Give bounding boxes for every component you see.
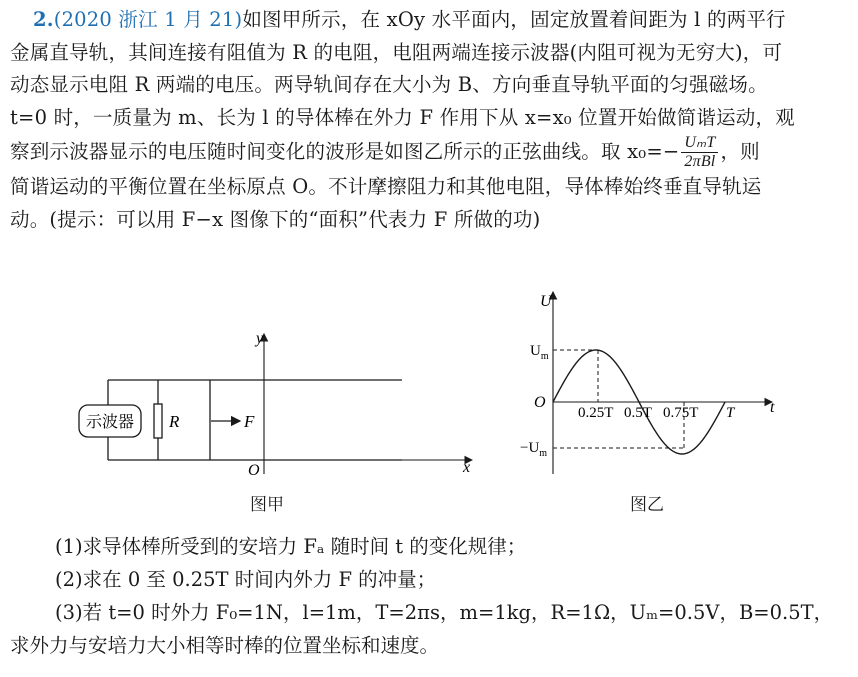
fraction-numerator: UₘT	[681, 134, 718, 153]
problem-line-1	[10, 4, 850, 37]
t-axis-label: t	[770, 399, 775, 416]
problem-line-7: 动。(提示：可以用 F−x 图像下的“面积”代表力 F 所做的功)	[10, 207, 541, 231]
force-label: F	[244, 412, 255, 431]
tick-0.5T: 0.5T	[624, 405, 652, 421]
problem-text-5: 察到示波器显示的电压随时间变化的波形是如图乙所示的正弦曲线。取 x₀=−	[10, 140, 680, 164]
problem-line-3: 动态显示电阻 R 两端的电压。两导轨间存在大小为 B、方向垂直导轨平面的匀强磁场。	[10, 73, 768, 97]
problem-statement	[10, 4, 850, 237]
origin-label: O	[248, 462, 260, 479]
origin-label-b: O	[534, 394, 546, 411]
problem-line-5	[10, 134, 850, 171]
x0-fraction	[681, 134, 718, 171]
problem-line-6: 简谐运动的平衡位置在坐标原点 O。不计摩擦阻力和其他电阻，导体棒始终垂直导轨运	[10, 175, 762, 199]
um-neg-label: $-U_m$	[520, 440, 548, 459]
tick-0.75T: 0.75T	[663, 405, 699, 421]
question-3: (3)若 t=0 时外力 F₀=1N，l=1m，T=2πs，m=1kg，R=1Ω，Uₘ=0.5V，B=0.5T，	[55, 601, 834, 624]
figure-b-caption: 图乙	[630, 495, 664, 515]
tick-T: T	[726, 405, 735, 421]
problem-text-1: 如图甲所示，在 xOy 水平面内，固定放置着间距为 l 的两平行	[242, 8, 786, 31]
problem-number: 2.	[33, 8, 54, 31]
tick-0.25T: 0.25T	[578, 405, 614, 421]
problem-line-2: 金属直导轨，其间连接有阻值为 R 的电阻，电阻两端连接示波器(内阻可视为无穷大)，可	[10, 40, 783, 64]
problem-text-5b: ，则	[720, 140, 760, 164]
y-axis-label: y	[256, 330, 264, 347]
problem-source: (2020 浙江 1 月 21)	[53, 8, 243, 31]
figure-a-circuit	[70, 322, 480, 482]
question-3-cont: 求外力与安培力大小相等时棒的位置坐标和速度。	[10, 634, 440, 657]
question-1: (1)求导体棒所受到的安培力 Fₐ 随时间 t 的变化规律；	[55, 535, 527, 558]
problem-line-4: t=0 时，一质量为 m、长为 l 的导体棒在外力 F 作用下从 x=x₀ 位置开始做简谐运动，观	[10, 105, 795, 129]
resistor-label: R	[169, 412, 180, 431]
figure-b-waveform	[500, 284, 800, 484]
question-2: (2)求在 0 至 0.25T 时间内外力 F 的冲量；	[55, 568, 437, 591]
figure-a-caption: 图甲	[250, 495, 284, 515]
fraction-denominator: 2πBl	[684, 153, 716, 171]
u-axis-label: U	[540, 293, 552, 310]
um-pos-label: $U_m$	[530, 343, 549, 362]
x-axis-label: x	[463, 459, 471, 476]
resistor	[154, 404, 162, 438]
oscilloscope-label: 示波器	[85, 412, 135, 431]
questions	[10, 530, 855, 662]
